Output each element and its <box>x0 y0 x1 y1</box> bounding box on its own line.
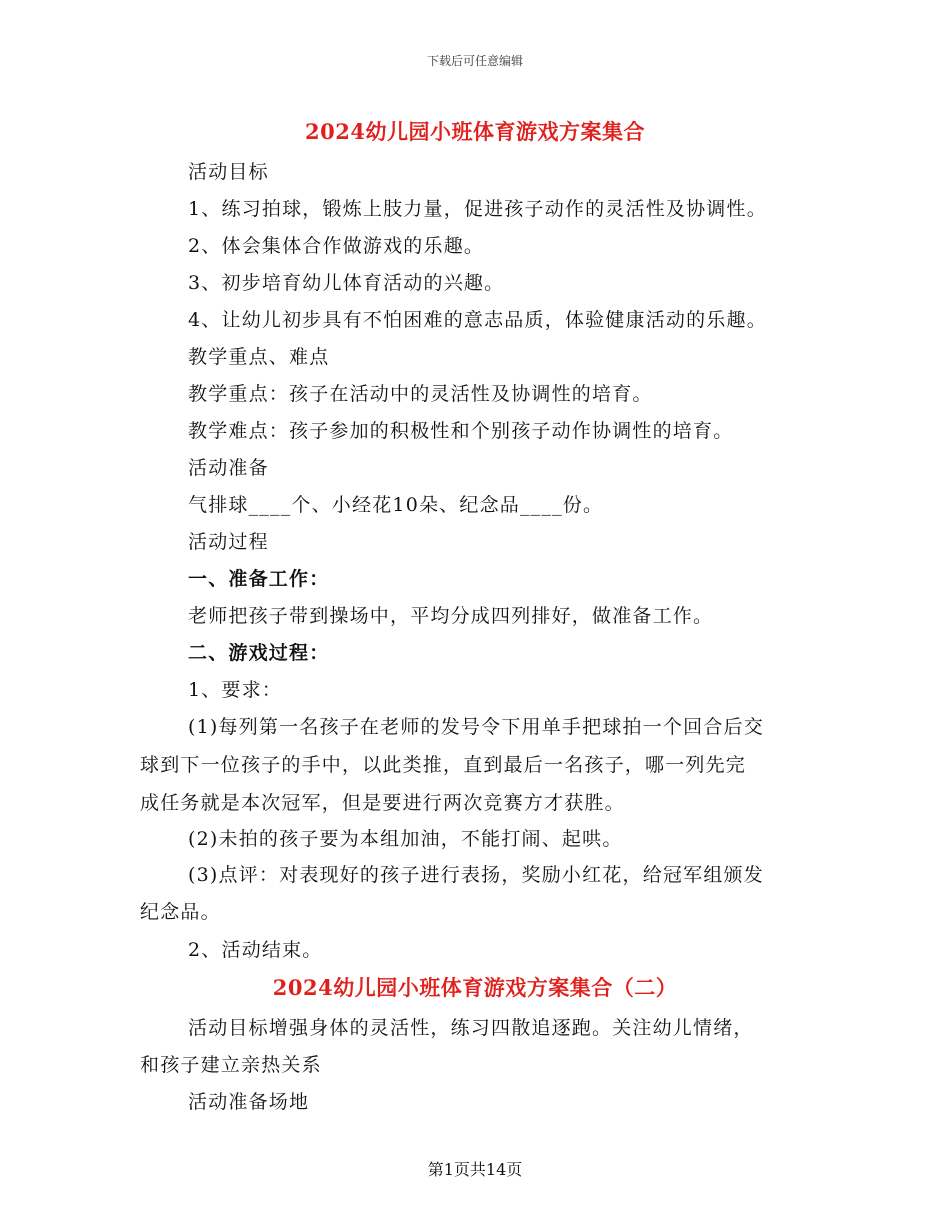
paragraph-line: 3、初步培育幼儿体育活动的兴趣。 <box>188 272 505 294</box>
paragraph-line: 纪念品。 <box>140 901 221 923</box>
document-title: 2024幼儿园小班体育游戏方案集合 <box>305 119 645 144</box>
page-footer: 第1页共14页 <box>427 1160 523 1179</box>
section-title: 2024幼儿园小班体育游戏方案集合（二） <box>272 975 678 1000</box>
paragraph-line: 1、练习拍球，锻炼上肢力量，促进孩子动作的灵活性及协调性。 <box>188 198 767 220</box>
paragraph-line: 2、活动结束。 <box>188 939 323 961</box>
paragraph-line: (1)每列第一名孩子在老师的发号令下用单手把球拍一个回合后交 <box>188 716 764 738</box>
paragraph-line: 成任务就是本次冠军，但是要进行两次竞赛方才获胜。 <box>140 792 625 814</box>
paragraph-line: (2)未拍的孩子要为本组加油，不能打闹、起哄。 <box>188 828 623 850</box>
paragraph-line: 教学难点：孩子参加的积极性和个别孩子动作协调性的培育。 <box>188 420 734 442</box>
page-header: 下载后可任意编辑 <box>426 54 523 68</box>
section-heading: 二、游戏过程： <box>188 642 330 664</box>
paragraph-line: 老师把孩子带到操场中，平均分成四列排好，做准备工作。 <box>188 605 714 627</box>
paragraph-line: 1、要求： <box>188 679 283 701</box>
paragraph-line: 球到下一位孩子的手中，以此类推，直到最后一名孩子，哪一列先完 <box>140 754 747 776</box>
paragraph-line: 活动目标增强身体的灵活性，练习四散追逐跑。关注幼儿情绪， <box>188 1017 754 1039</box>
paragraph-line: 和孩子建立亲热关系 <box>140 1054 322 1076</box>
paragraph-line: 教学重点：孩子在活动中的灵活性及协调性的培育。 <box>188 383 653 405</box>
paragraph-line: 活动准备场地 <box>188 1091 310 1113</box>
section-heading: 一、准备工作： <box>188 568 330 590</box>
paragraph-line: 活动准备 <box>188 457 269 479</box>
paragraph-line: 活动目标 <box>188 161 269 183</box>
paragraph-line: 活动过程 <box>188 531 269 553</box>
paragraph-line: 教学重点、难点 <box>188 346 330 368</box>
paragraph-line: 4、让幼儿初步具有不怕困难的意志品质，体验健康活动的乐趣。 <box>188 309 767 331</box>
paragraph-line: 2、体会集体合作做游戏的乐趣。 <box>188 235 485 257</box>
paragraph-line: 气排球____个、小经花10朵、纪念品____份。 <box>188 494 604 516</box>
paragraph-line: (3)点评：对表现好的孩子进行表扬，奖励小红花，给冠军组颁发 <box>188 864 764 886</box>
